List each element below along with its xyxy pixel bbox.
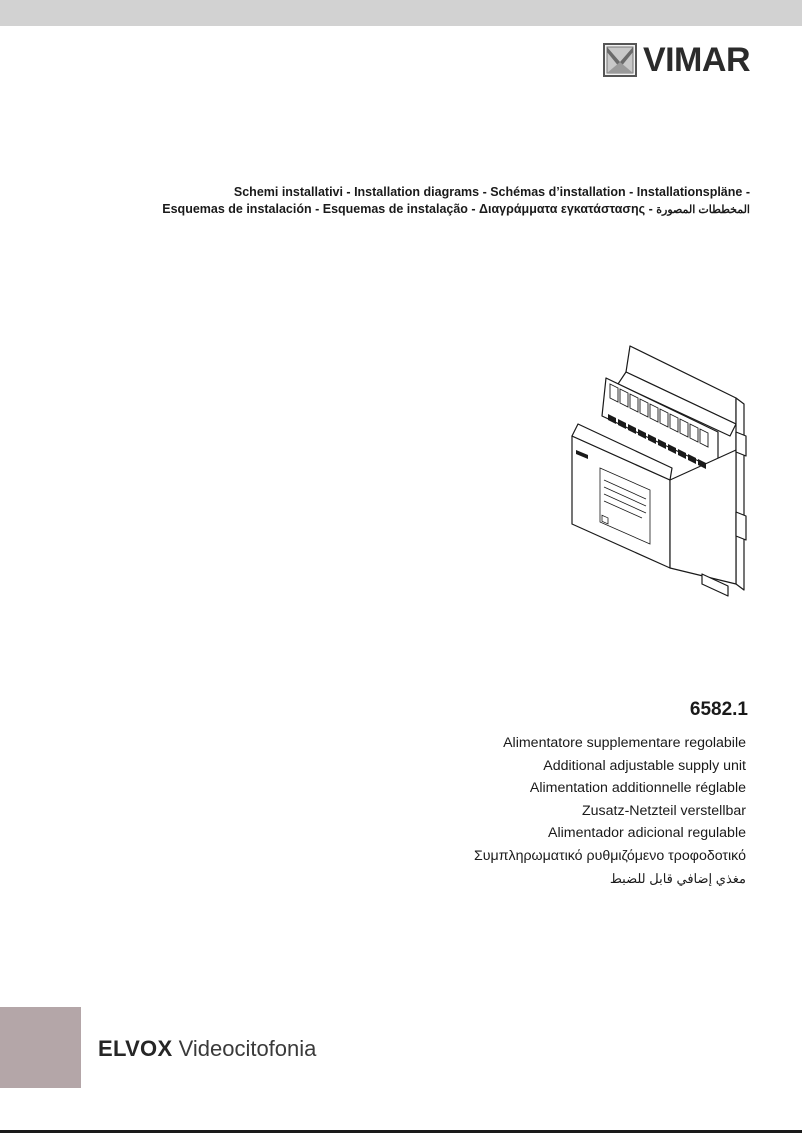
brand-name: VIMAR bbox=[642, 41, 750, 79]
description-it: Alimentatore supplementare regolabile bbox=[503, 735, 746, 751]
footer-color-block bbox=[0, 1007, 81, 1088]
product-code: 6582.1 bbox=[689, 699, 748, 720]
description-en: Additional adjustable supply unit bbox=[543, 757, 746, 774]
description-ar: مغذي إضافي قابل للضبط bbox=[609, 870, 746, 886]
diagrams-title-line-2-text: Esquemas de instalación - Esquemas de instalação - Διαγράμματα εγκατάστασης - bbox=[162, 202, 653, 216]
vimar-logo bbox=[603, 43, 750, 77]
description-fr: Alimentation additionnelle réglable bbox=[529, 780, 746, 797]
diagrams-title-line-1: Schemi installativi - Installation diagrams - Schémas d’installation - Installationspläne - bbox=[233, 185, 750, 199]
vimar-logo-mark-icon bbox=[603, 43, 637, 77]
description-es: Alimentador adicional regulable bbox=[548, 825, 746, 842]
description-de: Zusatz-Netzteil verstellbar bbox=[582, 802, 746, 819]
installation-diagrams-title bbox=[50, 184, 750, 219]
elvox-videocitofonia-logo bbox=[98, 1036, 316, 1062]
elvox-brand: ELVOX bbox=[98, 1036, 173, 1061]
power-supply-device-illustration bbox=[552, 340, 752, 600]
diagrams-title-arabic: المخططات المصورة bbox=[656, 204, 750, 216]
diagrams-title-line-2 bbox=[50, 201, 750, 219]
top-band bbox=[0, 0, 802, 26]
description-el: Συμπληρωματικό ρυθμιζόμενο τροφοδοτικό bbox=[474, 847, 746, 864]
elvox-tagline: Videocitofonia bbox=[178, 1036, 317, 1061]
product-descriptions bbox=[246, 732, 746, 890]
